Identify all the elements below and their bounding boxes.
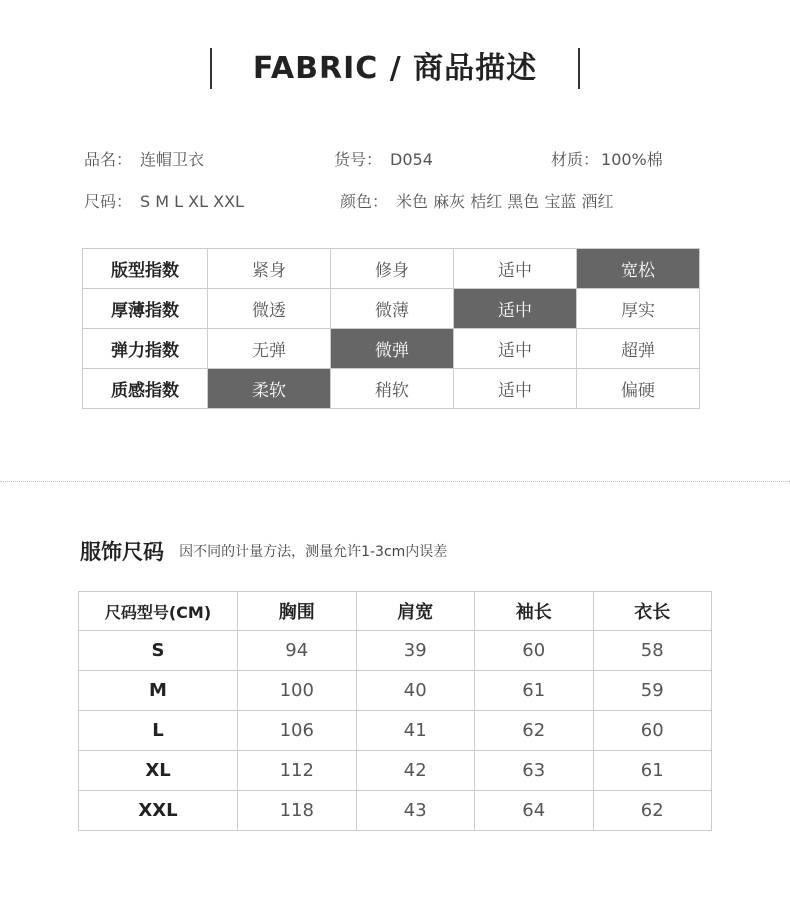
size-value-cell: 94 xyxy=(238,631,357,671)
size-chart-table xyxy=(78,591,712,831)
index-row-label: 厚薄指数 xyxy=(83,289,208,329)
index-option: 稍软 xyxy=(331,369,454,409)
size-value-cell: 112 xyxy=(238,751,357,791)
size-label-cell: L xyxy=(79,711,238,751)
info-label: 品名： xyxy=(84,150,133,169)
size-value-cell: 62 xyxy=(593,791,712,831)
info-sizes xyxy=(84,189,244,212)
info-value: 100%棉 xyxy=(601,150,663,169)
size-value-cell: 43 xyxy=(356,791,475,831)
size-table-header-cell: 衣长 xyxy=(593,592,712,631)
size-table-row xyxy=(79,631,712,671)
size-value-cell: 58 xyxy=(593,631,712,671)
size-label-cell: S xyxy=(79,631,238,671)
index-row xyxy=(83,249,700,289)
index-row-label: 质感指数 xyxy=(83,369,208,409)
size-value-cell: 64 xyxy=(475,791,594,831)
size-value-cell: 100 xyxy=(238,671,357,711)
info-value: D054 xyxy=(390,150,433,169)
index-row-label: 弹力指数 xyxy=(83,329,208,369)
size-heading-note: 因不同的计量方法，测量允许1-3cm内误差 xyxy=(179,544,448,560)
size-heading-title: 服饰尺码 xyxy=(80,540,164,564)
info-label: 材质： xyxy=(551,150,600,169)
index-option-selected: 柔软 xyxy=(208,369,331,409)
index-option: 适中 xyxy=(454,249,577,289)
index-option: 适中 xyxy=(454,369,577,409)
index-option: 厚实 xyxy=(577,289,700,329)
size-value-cell: 40 xyxy=(356,671,475,711)
size-table-header-row xyxy=(79,592,712,631)
size-value-cell: 42 xyxy=(356,751,475,791)
index-row xyxy=(83,369,700,409)
size-section-heading xyxy=(80,536,447,566)
info-label: 颜色： xyxy=(340,192,389,211)
size-value-cell: 41 xyxy=(356,711,475,751)
size-table-row xyxy=(79,791,712,831)
size-table-header-cell: 尺码型号(CM) xyxy=(79,592,238,631)
size-value-cell: 59 xyxy=(593,671,712,711)
index-option: 超弹 xyxy=(577,329,700,369)
index-option: 微薄 xyxy=(331,289,454,329)
info-item-number xyxy=(334,147,433,170)
info-value: 连帽卫衣 xyxy=(140,150,205,169)
size-table-row xyxy=(79,711,712,751)
size-value-cell: 39 xyxy=(356,631,475,671)
size-value-cell: 61 xyxy=(475,671,594,711)
index-row-label: 版型指数 xyxy=(83,249,208,289)
size-label-cell: XXL xyxy=(79,791,238,831)
size-table-row xyxy=(79,671,712,711)
size-table-header-cell: 袖长 xyxy=(475,592,594,631)
title-divider-right xyxy=(578,48,580,89)
info-product-name xyxy=(84,147,204,170)
info-material xyxy=(551,147,663,170)
size-label-cell: M xyxy=(79,671,238,711)
index-option: 微透 xyxy=(208,289,331,329)
info-value: S M L XL XXL xyxy=(140,192,244,211)
index-option-selected: 微弹 xyxy=(331,329,454,369)
info-value: 米色 麻灰 桔红 黑色 宝蓝 酒红 xyxy=(396,192,614,211)
index-row xyxy=(83,329,700,369)
size-value-cell: 106 xyxy=(238,711,357,751)
index-option: 紧身 xyxy=(208,249,331,289)
size-value-cell: 60 xyxy=(593,711,712,751)
index-option-selected: 宽松 xyxy=(577,249,700,289)
index-option: 偏硬 xyxy=(577,369,700,409)
index-option-selected: 适中 xyxy=(454,289,577,329)
size-table-row xyxy=(79,751,712,791)
index-option: 无弹 xyxy=(208,329,331,369)
index-row xyxy=(83,289,700,329)
page-title: FABRIC / 商品描述 xyxy=(252,51,538,86)
info-label: 货号： xyxy=(334,150,383,169)
index-option: 适中 xyxy=(454,329,577,369)
index-option: 修身 xyxy=(331,249,454,289)
size-table-header-cell: 肩宽 xyxy=(356,592,475,631)
size-value-cell: 62 xyxy=(475,711,594,751)
info-label: 尺码： xyxy=(84,192,133,211)
size-value-cell: 61 xyxy=(593,751,712,791)
size-value-cell: 118 xyxy=(238,791,357,831)
section-divider xyxy=(0,481,790,482)
size-label-cell: XL xyxy=(79,751,238,791)
section-title xyxy=(210,48,580,89)
size-value-cell: 60 xyxy=(475,631,594,671)
fabric-index-table xyxy=(82,248,700,409)
info-colors xyxy=(340,189,613,212)
size-table-header-cell: 胸围 xyxy=(238,592,357,631)
size-value-cell: 63 xyxy=(475,751,594,791)
